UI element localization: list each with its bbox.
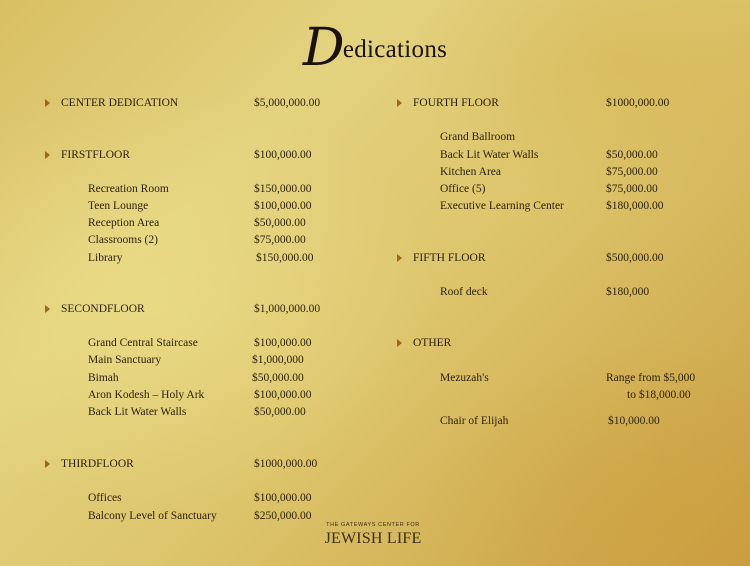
item-amount: $150,000.00 <box>254 183 312 195</box>
bullet-icon <box>397 339 402 347</box>
section-label-other: OTHER <box>413 337 452 349</box>
section-label-second: SECONDFLOOR <box>61 303 145 315</box>
logo-line2: JEWISH LIFE <box>324 530 422 547</box>
item-amount-continued: to $18,000.00 <box>627 389 691 401</box>
item-label: Chair of Elijah <box>440 415 509 427</box>
bullet-icon <box>45 460 50 468</box>
item-amount: $100,000.00 <box>254 492 312 504</box>
item-label: Kitchen Area <box>440 166 501 178</box>
item-label: Classrooms (2) <box>88 234 158 246</box>
item-amount: $50,000.00 <box>254 217 306 229</box>
item-amount: $1,000,000 <box>252 354 304 366</box>
item-amount: $100,000.00 <box>254 200 312 212</box>
item-label: Bimah <box>88 372 119 384</box>
item-amount: $75,000.00 <box>254 234 306 246</box>
item-label: Teen Lounge <box>88 200 149 212</box>
section-amount-fifth: $500,000.00 <box>606 252 664 264</box>
item-label: Executive Learning Center <box>440 200 564 212</box>
item-amount: Range from $5,000 <box>606 372 696 384</box>
bullet-icon <box>45 151 50 159</box>
item-amount: $180,000.00 <box>606 200 664 212</box>
item-label: Main Sanctuary <box>88 354 162 366</box>
item-amount: $10,000.00 <box>608 415 660 427</box>
bullet-icon <box>45 305 50 313</box>
item-label: Balcony Level of Sanctuary <box>88 510 217 522</box>
page-title <box>0 14 750 78</box>
item-label: Offices <box>88 492 122 504</box>
item-amount: $150,000.00 <box>256 252 314 264</box>
section-label-first: FIRSTFLOOR <box>61 149 131 161</box>
bullet-icon <box>45 99 50 107</box>
item-amount: $75,000.00 <box>606 183 658 195</box>
item-amount: $50,000.00 <box>252 372 304 384</box>
section-amount-first: $100,000.00 <box>254 149 312 161</box>
item-label: Reception Area <box>88 217 160 229</box>
section-amount-fourth: $1000,000.00 <box>606 97 670 109</box>
section-amount-third: $1000,000.00 <box>254 458 318 470</box>
item-label: Library <box>88 252 123 264</box>
item-label: Recreation Room <box>88 183 169 195</box>
section-label-third: THIRDFLOOR <box>61 458 134 470</box>
gateways-logo <box>300 522 446 548</box>
item-label: Grand Central Staircase <box>88 337 198 349</box>
item-label: Grand Ballroom <box>440 131 516 143</box>
title-rest: edications <box>342 36 448 63</box>
title-initial: D <box>302 18 345 78</box>
item-label: Office (5) <box>440 183 486 195</box>
section-label-fourth: FOURTH FLOOR <box>413 97 499 109</box>
item-amount: $250,000.00 <box>254 510 312 522</box>
bullet-icon <box>397 99 402 107</box>
section-amount-second: $1,000,000.00 <box>254 303 321 315</box>
logo-line1: THE GATEWAYS CENTER FOR <box>326 522 420 528</box>
section-label-center: CENTER DEDICATION <box>61 97 179 109</box>
item-label: Mezuzah's <box>440 372 489 384</box>
section-label-fifth: FIFTH FLOOR <box>413 252 486 264</box>
item-amount: $100,000.00 <box>254 389 312 401</box>
item-label: Back Lit Water Walls <box>88 406 187 418</box>
item-label: Back Lit Water Walls <box>440 149 539 161</box>
item-amount: $75,000.00 <box>606 166 658 178</box>
section-amount-center: $5,000,000.00 <box>254 97 321 109</box>
item-amount: $50,000.00 <box>254 406 306 418</box>
item-label: Aron Kodesh – Holy Ark <box>88 389 205 401</box>
item-amount: $180,000 <box>606 286 650 298</box>
item-label: Roof deck <box>440 286 488 298</box>
item-amount: $50,000.00 <box>606 149 658 161</box>
item-amount: $100,000.00 <box>254 337 312 349</box>
bullet-icon <box>397 254 402 262</box>
